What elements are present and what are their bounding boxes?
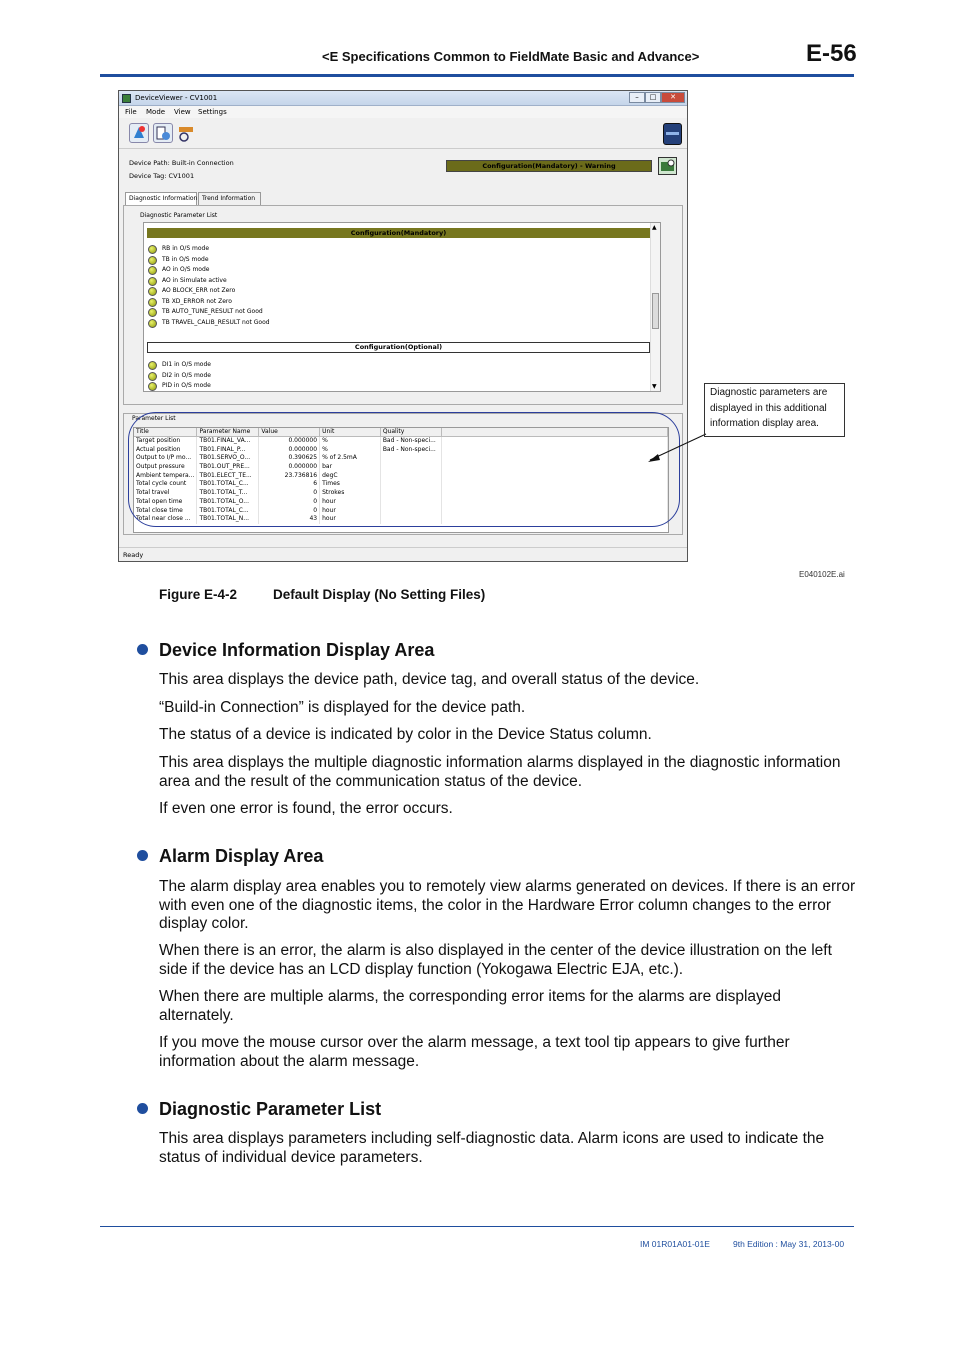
col-title[interactable]: Title bbox=[134, 428, 197, 437]
alarm-icon bbox=[148, 319, 157, 328]
status-bar bbox=[119, 547, 687, 561]
col-unit[interactable]: Unit bbox=[320, 428, 381, 437]
window-titlebar bbox=[119, 91, 687, 106]
alarm-icon bbox=[148, 277, 157, 286]
table-cell: Total cycle count bbox=[134, 480, 197, 489]
paragraph: This area displays the device path, device tag, and overall status of the device. bbox=[159, 671, 700, 688]
table-cell: Target position bbox=[134, 437, 197, 446]
section-heading: Device Information Display Area bbox=[159, 640, 435, 660]
paragraph: If you move the mouse cursor over the alarm message, a text tool tip appears to give further information about the alarm message. bbox=[159, 1034, 790, 1070]
table-cell: % of 2.5mA bbox=[320, 454, 381, 463]
alarm-icon bbox=[148, 287, 157, 296]
table-cell: hour bbox=[320, 506, 381, 515]
table-cell: Total close time bbox=[134, 506, 197, 515]
table-cell: hour bbox=[320, 515, 381, 524]
section-heading: Diagnostic Parameter List bbox=[159, 1099, 382, 1119]
panel-icon[interactable] bbox=[663, 123, 682, 145]
app-icon bbox=[122, 94, 131, 103]
status-text: Ready bbox=[123, 551, 144, 559]
table-cell: TB01.TOTAL_C... bbox=[197, 506, 259, 515]
menu-file[interactable]: File bbox=[125, 108, 137, 116]
table-cell: % bbox=[320, 445, 381, 454]
alarm-icon bbox=[148, 245, 157, 254]
table-cell: Total open time bbox=[134, 498, 197, 507]
table-cell: 0.000000 bbox=[259, 463, 320, 472]
scroll-down-icon[interactable]: ▼ bbox=[652, 383, 657, 390]
window-title: DeviceViewer - CV1001 bbox=[135, 94, 218, 102]
callout-box: Diagnostic parameters are displayed in this additional information display area. bbox=[704, 383, 845, 437]
table-cell: Total near close ... bbox=[134, 515, 197, 524]
toolbar bbox=[119, 119, 687, 149]
alarm-icon bbox=[148, 382, 157, 391]
col-value[interactable]: Value bbox=[259, 428, 320, 437]
table-cell: Output pressure bbox=[134, 463, 197, 472]
figure-caption bbox=[159, 587, 486, 602]
device-icon[interactable] bbox=[153, 123, 173, 143]
table-cell: 0 bbox=[259, 489, 320, 498]
col-parameter-name[interactable]: Parameter Name bbox=[197, 428, 259, 437]
minimize-icon[interactable]: – bbox=[629, 92, 645, 103]
table-cell: TB01.TOTAL_N... bbox=[197, 515, 259, 524]
paragraph: “Build-in Connection” is displayed for the device path. bbox=[159, 699, 526, 716]
menu-mode[interactable]: Mode bbox=[146, 108, 166, 116]
table-cell: 43 bbox=[259, 515, 320, 524]
diagnostic-parameter-list: Configuration(Mandatory) RB in O/S mode TB in O/S mode AO in O/S mode AO in Simulate active AO BLOCK_ERR not Zero TB XD_ERROR not Zero TB AUTO_TUNE_RESULT not Good TB TRAVEL_CALIB_RESULT not Good Configuration(Optional) DI1 in O/S mode DI2 in O/S mode PID in O/S mode ▲ ▼ bbox=[143, 222, 661, 392]
table-cell: Total travel bbox=[134, 489, 197, 498]
running-header: <E Specifications Common to FieldMate Basic and Advance> bbox=[322, 49, 700, 64]
table-cell: 0.000000 bbox=[259, 445, 320, 454]
highlight-ellipse bbox=[128, 412, 680, 527]
table-cell: hour bbox=[320, 498, 381, 507]
footer-doc-id: IM 01R01A01-01E bbox=[640, 1239, 710, 1249]
paragraph: The status of a device is indicated by color in the Device Status column. bbox=[159, 726, 652, 743]
diag-list-title: Diagnostic Parameter List bbox=[140, 212, 218, 219]
table-cell: Bad - Non-speci... bbox=[380, 445, 441, 454]
table-cell: TB01.FINAL_VA... bbox=[197, 437, 259, 446]
col-quality[interactable]: Quality bbox=[380, 428, 441, 437]
scroll-up-icon[interactable]: ▲ bbox=[652, 224, 657, 231]
alarm-icon bbox=[148, 298, 157, 307]
open-file-icon[interactable] bbox=[129, 123, 149, 143]
menu-bar bbox=[119, 106, 687, 118]
menu-view[interactable]: View bbox=[174, 108, 191, 116]
paragraph: When there is an error, the alarm is also displayed in the center of the device illustration on the left side if the device has an LCD display function (Yokogawa Electric EJA, etc.). bbox=[159, 942, 832, 978]
table-cell: bar bbox=[320, 463, 381, 472]
tools-icon[interactable] bbox=[177, 123, 197, 143]
table-cell: TB01.FINAL_P... bbox=[197, 445, 259, 454]
menu-settings[interactable]: Settings bbox=[198, 108, 227, 116]
paragraph: This area displays parameters including self-diagnostic data. Alarm icons are used to indicate the status of individual device parameters. bbox=[159, 1130, 825, 1166]
footer-rule bbox=[100, 1226, 854, 1227]
maximize-icon[interactable]: □ bbox=[645, 92, 661, 103]
table-cell: TB01.SERVO_O... bbox=[197, 454, 259, 463]
table-cell: 6 bbox=[259, 480, 320, 489]
bullet-icon bbox=[137, 850, 148, 861]
paragraph: The alarm display area enables you to remotely view alarms generated on devices. If there is an error with even one of the diagnostic items, the color in the Hardware Error column changes to the error display color. bbox=[159, 878, 856, 932]
table-cell: TB01.ELECT_TE... bbox=[197, 471, 259, 480]
table-cell: 0.000000 bbox=[259, 437, 320, 446]
alarm-icon bbox=[148, 372, 157, 381]
bullet-icon bbox=[137, 1103, 148, 1114]
device-path: Device Path: Built-in Connection bbox=[129, 159, 234, 167]
footer-edition: 9th Edition : May 31, 2013-00 bbox=[733, 1239, 845, 1249]
alarm-icon bbox=[148, 361, 157, 370]
device-status-badge: Configuration(Mandatory) - Warning bbox=[446, 160, 652, 172]
section-mandatory-header: Configuration(Mandatory) bbox=[147, 228, 650, 238]
table-cell: Ambient tempera... bbox=[134, 471, 197, 480]
table-cell: 0 bbox=[259, 498, 320, 507]
figure-title: Default Display (No Setting Files) bbox=[273, 587, 486, 602]
table-cell: TB01.OUT_PRE... bbox=[197, 463, 259, 472]
device-tag: Device Tag: CV1001 bbox=[129, 172, 195, 180]
table-cell: TB01.TOTAL_C... bbox=[197, 480, 259, 489]
paragraph: If even one error is found, the error occurs. bbox=[159, 800, 453, 817]
param-list-title: Parameter List bbox=[132, 415, 176, 422]
table-cell: Times bbox=[320, 480, 381, 489]
section-heading: Alarm Display Area bbox=[159, 846, 324, 866]
diag-scrollbar[interactable] bbox=[650, 223, 660, 391]
device-information-area bbox=[129, 157, 234, 183]
table-cell: TB01.TOTAL_O... bbox=[197, 498, 259, 507]
table-cell: 23.736816 bbox=[259, 471, 320, 480]
table-cell: % bbox=[320, 437, 381, 446]
paragraph: This area displays the multiple diagnostic information alarms displayed in the diagnostic information area and the result of the communication status of the device. bbox=[159, 754, 841, 790]
tab-diagnostic-information[interactable]: Diagnostic Information bbox=[125, 192, 197, 206]
device-status-icon bbox=[658, 157, 677, 175]
section-optional-header: Configuration(Optional) bbox=[147, 342, 650, 353]
table-cell: 0 bbox=[259, 506, 320, 515]
alarm-icon bbox=[148, 266, 157, 275]
tab-trend-information[interactable]: Trend Information bbox=[198, 192, 261, 205]
paragraph: When there are multiple alarms, the corresponding error items for the alarms are displayed alternately. bbox=[159, 988, 781, 1024]
table-cell: 0.390625 bbox=[259, 454, 320, 463]
header-rule bbox=[100, 74, 854, 77]
alarm-icon bbox=[148, 308, 157, 317]
table-cell: Strokes bbox=[320, 489, 381, 498]
callout-arrow bbox=[640, 430, 710, 466]
close-icon[interactable]: ✕ bbox=[661, 92, 685, 103]
table-cell: TB01.TOTAL_T... bbox=[197, 489, 259, 498]
scroll-thumb[interactable] bbox=[652, 293, 659, 329]
page-number: E-56 bbox=[806, 40, 857, 67]
figure-id: E040102E.ai bbox=[799, 570, 845, 579]
table-cell: degC bbox=[320, 471, 381, 480]
table-cell: Actual position bbox=[134, 445, 197, 454]
figure-number: Figure E-4-2 bbox=[159, 587, 238, 602]
alarm-icon bbox=[148, 256, 157, 265]
table-cell: Bad - Non-speci... bbox=[380, 437, 441, 446]
table-cell: Output to I/P mo... bbox=[134, 454, 197, 463]
bullet-icon bbox=[137, 644, 148, 655]
